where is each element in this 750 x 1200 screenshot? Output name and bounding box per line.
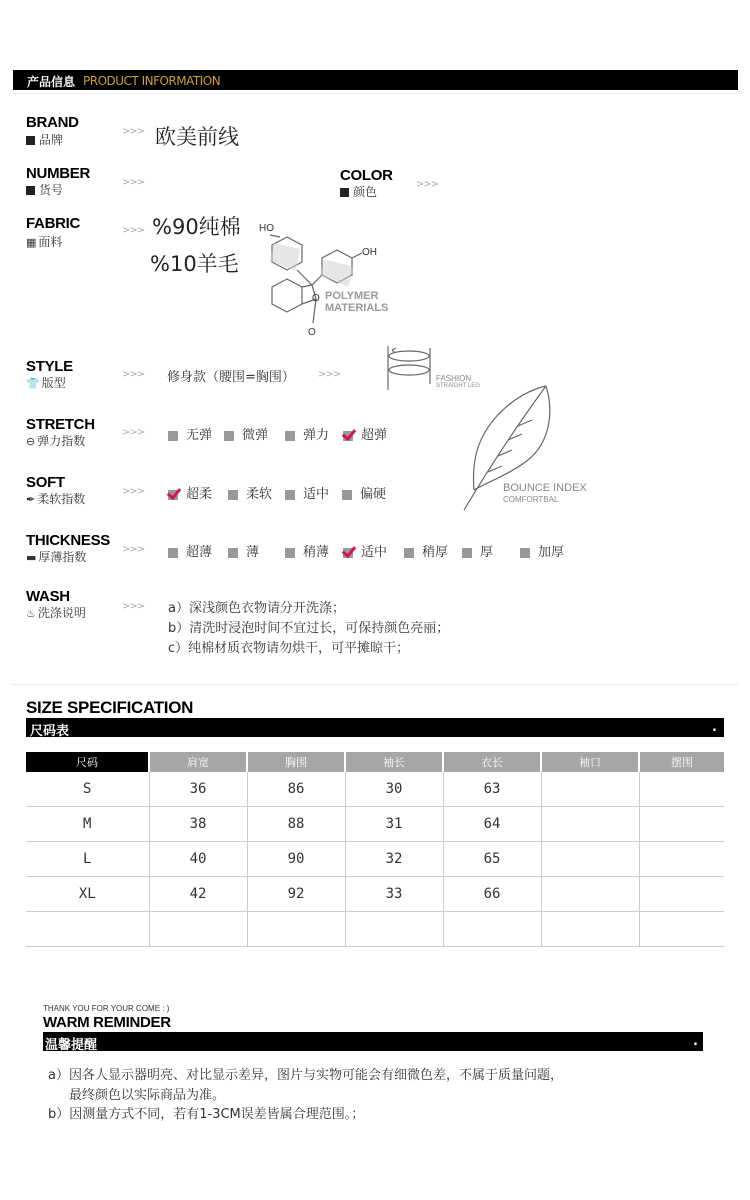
size-spec-title: SIZE SPECIFICATION [26, 698, 194, 717]
style-arrows-2: >>> [318, 369, 341, 380]
checkbox-icon [342, 490, 352, 500]
table-cell: 38 [149, 807, 247, 842]
product-info-title-cn: 产品信息 [27, 75, 76, 89]
bounce-index-label: BOUNCE INDEX [503, 482, 587, 494]
warm-reminder-title-cn: 温馨提醒 [45, 1038, 98, 1053]
table-cell [541, 877, 639, 912]
thickness-option: 超薄 [168, 541, 212, 560]
size-header-cell: 衣长 [443, 752, 541, 772]
style-label: STYLE [26, 358, 73, 375]
wash-line-a: a）深浅颜色衣物请分开洗涤； [168, 601, 345, 616]
table-cell [541, 772, 639, 807]
stretch-label-cn: ⊖ 弹力指数 [26, 434, 86, 448]
number-label-cn: 货号 [26, 181, 63, 198]
table-cell: 86 [247, 772, 345, 807]
stretch-option: 超弹 [343, 424, 387, 443]
section-divider [13, 684, 738, 685]
table-cell [443, 912, 541, 947]
table-row [26, 877, 724, 912]
table-cell: 33 [345, 877, 443, 912]
square-icon [26, 186, 35, 195]
table-cell [247, 912, 345, 947]
mol-ho-1: HO [259, 223, 274, 234]
warm-reminder-dot: . [693, 1034, 698, 1049]
thickness-option: 厚 [462, 541, 493, 560]
color-label-cn: 颜色 [340, 183, 377, 200]
checkbox-icon [285, 548, 295, 558]
fabric-label: FABRIC [26, 215, 81, 232]
fabric-value-2: %10羊毛 [150, 252, 239, 276]
style-value: 修身款（腰围=胸围） [167, 370, 295, 385]
thickness-option: 稍厚 [404, 541, 448, 560]
style-label-cn: 👕 版型 [26, 376, 66, 390]
checked-checkbox-icon [343, 431, 353, 441]
checkbox-icon [228, 490, 238, 500]
number-label: NUMBER [26, 165, 91, 182]
square-icon [340, 188, 349, 197]
square-icon [26, 136, 35, 145]
fashion-sublabel: STRAIGHT LEG [436, 383, 480, 389]
table-row [26, 772, 724, 807]
table-cell: 66 [443, 877, 541, 912]
stretch-label: STRETCH [26, 416, 95, 433]
checkbox-icon [520, 548, 530, 558]
number-arrows: >>> [122, 177, 145, 188]
warm-reminder-bar [43, 1032, 703, 1051]
soft-label-cn: ✒ 柔软指数 [26, 492, 86, 506]
table-cell: 88 [247, 807, 345, 842]
table-cell [541, 912, 639, 947]
soft-label: SOFT [26, 474, 65, 491]
checkbox-icon [224, 431, 234, 441]
fabric-arrows: >>> [122, 225, 145, 236]
stretch-arrows: >>> [122, 427, 145, 438]
checked-checkbox-icon [343, 548, 353, 558]
wash-label: WASH [26, 588, 70, 605]
wash-line-c: c）纯棉材质衣物请勿烘干，可平摊晾干； [168, 641, 410, 656]
polymer-label-1: POLYMER [325, 290, 379, 302]
reminder-line-a: a）因各人显示器明亮、对比显示差异，图片与实物可能会有细微色差，不属于质量问题， [48, 1068, 563, 1083]
checkbox-icon [168, 548, 178, 558]
spring-icon: ⊖ [26, 435, 36, 448]
size-header-cell: 摆围 [639, 752, 724, 772]
table-cell: 63 [443, 772, 541, 807]
size-header-cell: 胸围 [247, 752, 345, 772]
table-cell: 32 [345, 842, 443, 877]
stretch-options [0, 424, 750, 444]
table-cell [26, 912, 149, 947]
checkbox-icon [285, 431, 295, 441]
layers-icon: ▬ [26, 551, 37, 564]
thickness-option: 薄 [228, 541, 259, 560]
soft-option: 适中 [285, 483, 329, 502]
table-row [26, 807, 724, 842]
stretch-option: 微弹 [224, 424, 268, 443]
thickness-label-cn: ▬ 厚薄指数 [26, 550, 87, 564]
thickness-option: 稍薄 [285, 541, 329, 560]
size-header-cell: 袖长 [345, 752, 443, 772]
wash-line-b: b）清洗时浸泡时间不宜过长，可保持颜色亮丽； [168, 621, 450, 636]
table-cell [639, 877, 724, 912]
shirt-icon: 👕 [26, 377, 40, 390]
table-row [26, 912, 724, 947]
size-header-cell: 肩宽 [149, 752, 247, 772]
color-label: COLOR [340, 167, 393, 184]
size-spec-title-cn: 尺码表 [30, 724, 70, 739]
fabric-label-cn: ▦ 面料 [26, 235, 63, 249]
thank-you-text: THANK YOU FOR YOUR COME : ) [43, 1004, 170, 1013]
size-spec-bar [26, 718, 724, 737]
table-cell [639, 772, 724, 807]
stretch-option: 无弹 [168, 424, 212, 443]
checkbox-icon [168, 431, 178, 441]
fashion-leg-icon [386, 346, 436, 392]
table-cell: M [26, 807, 149, 842]
checked-checkbox-icon [168, 490, 178, 500]
style-arrows: >>> [122, 369, 145, 380]
mol-o-1: O [312, 293, 320, 304]
thickness-options [0, 541, 750, 561]
fabric-value-1: %90纯棉 [152, 215, 241, 239]
table-cell: 65 [443, 842, 541, 877]
thickness-arrows: >>> [122, 544, 145, 555]
soft-option: 超柔 [168, 483, 212, 502]
bounce-index-sub: COMFORTBAL [503, 495, 559, 504]
size-header-cell: 尺码 [26, 752, 149, 772]
reminder-line-b: b）因测量方式不同，若有1-3CM误差皆属合理范围。； [48, 1107, 365, 1122]
stretch-option: 弹力 [285, 424, 329, 443]
thickness-option: 适中 [343, 541, 387, 560]
table-cell: L [26, 842, 149, 877]
brand-label: BRAND [26, 114, 79, 131]
header-divider [13, 93, 738, 94]
table-cell [345, 912, 443, 947]
mol-oh-2: OH [362, 247, 377, 258]
reminder-line-a-cont: 最终颜色以实际商品为准。 [69, 1088, 226, 1103]
soft-option: 柔软 [228, 483, 272, 502]
brand-value: 欧美前线 [155, 125, 239, 149]
molecule-illustration [250, 215, 420, 340]
color-arrows: >>> [416, 179, 439, 190]
brand-label-cn: 品牌 [26, 131, 63, 148]
wash-arrows: >>> [122, 601, 145, 612]
thickness-label: THICKNESS [26, 532, 110, 549]
table-cell [639, 842, 724, 877]
table-row [26, 842, 724, 877]
checkbox-icon [285, 490, 295, 500]
warm-reminder-title: WARM REMINDER [43, 1014, 171, 1031]
table-cell: 40 [149, 842, 247, 877]
thickness-option: 加厚 [520, 541, 564, 560]
table-cell: XL [26, 877, 149, 912]
table-cell: 30 [345, 772, 443, 807]
table-cell [639, 912, 724, 947]
table-cell: S [26, 772, 149, 807]
mol-o-2: O [308, 327, 316, 338]
size-table-header-row [26, 752, 724, 772]
wash-basin-icon: ♨ [26, 607, 36, 620]
wash-label-cn: ♨ 洗涤说明 [26, 606, 86, 620]
table-cell: 36 [149, 772, 247, 807]
table-cell [541, 842, 639, 877]
table-cell: 64 [443, 807, 541, 842]
size-spec-dot: . [712, 720, 717, 735]
checkbox-icon [228, 548, 238, 558]
table-cell [541, 807, 639, 842]
table-cell: 92 [247, 877, 345, 912]
fashion-label: FASHION [436, 374, 472, 383]
brand-arrows: >>> [122, 126, 145, 137]
size-header-cell: 袖口 [541, 752, 639, 772]
size-table [26, 752, 724, 947]
soft-arrows: >>> [122, 486, 145, 497]
feather-small-icon: ✒ [26, 493, 36, 506]
checkbox-icon [462, 548, 472, 558]
table-cell: 90 [247, 842, 345, 877]
polymer-label-2: MATERIALS [325, 302, 389, 314]
table-cell [639, 807, 724, 842]
table-cell: 42 [149, 877, 247, 912]
table-cell [149, 912, 247, 947]
soft-option: 偏硬 [342, 483, 386, 502]
table-cell: 31 [345, 807, 443, 842]
checkbox-icon [404, 548, 414, 558]
soft-options [0, 483, 750, 503]
product-info-title-en: PRODUCT INFORMATION [83, 74, 221, 88]
grid-icon: ▦ [26, 236, 37, 249]
